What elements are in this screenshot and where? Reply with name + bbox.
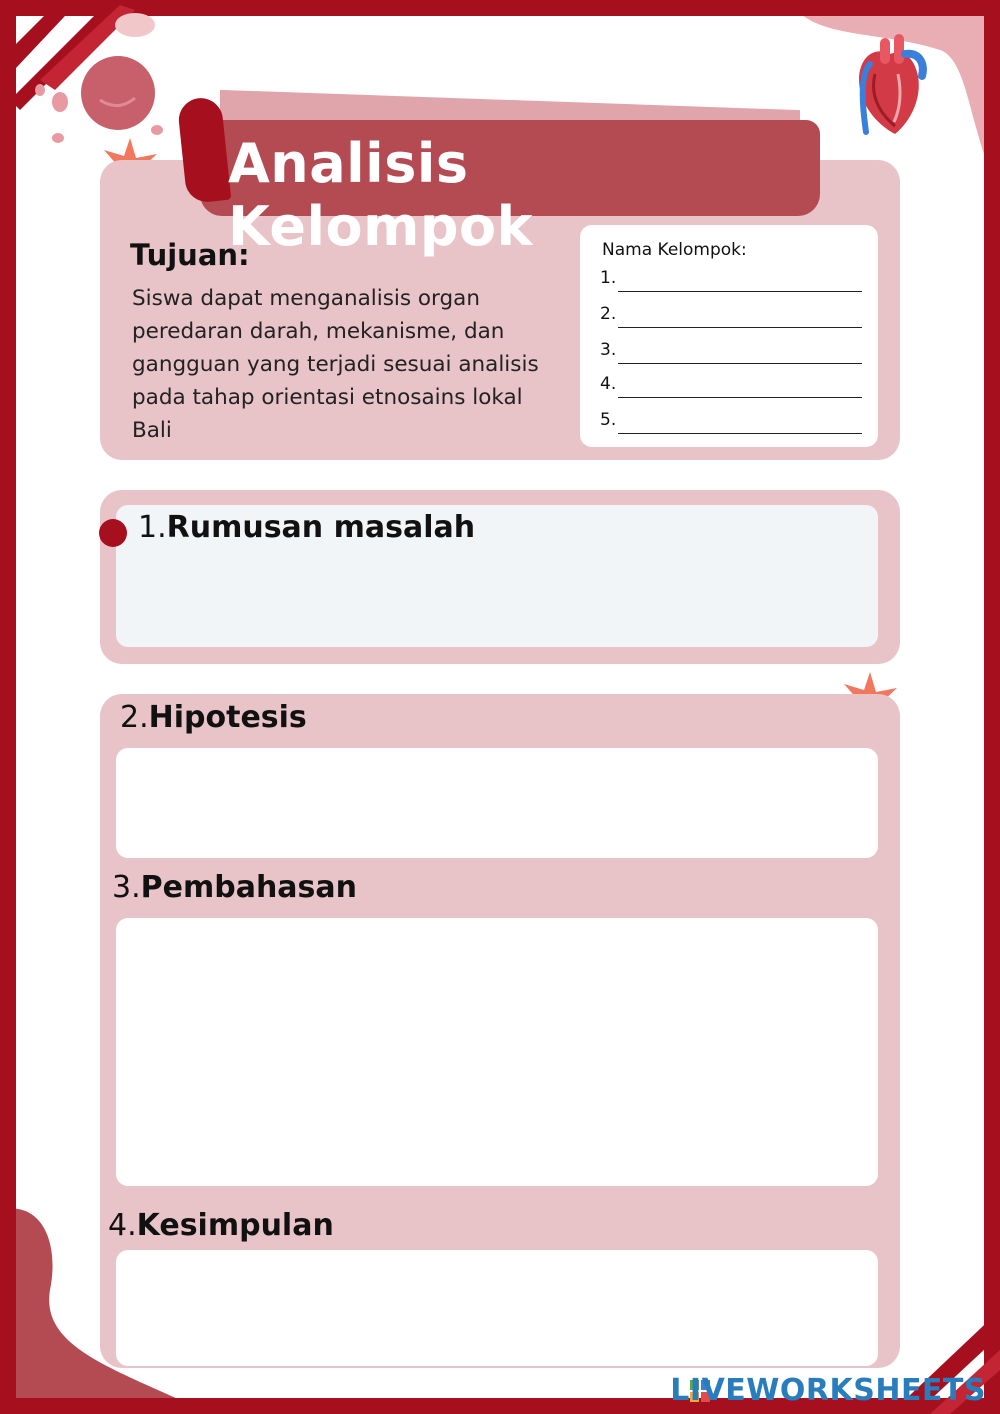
page-title: Analisis Kelompok: [228, 132, 534, 258]
row-number: 3.: [600, 340, 617, 360]
answer-line[interactable]: [618, 327, 862, 328]
nama-kelompok-row[interactable]: [600, 410, 862, 434]
bullet-dot-icon: [98, 518, 128, 548]
tujuan-heading: Tujuan:: [130, 238, 250, 272]
section-heading-pembahasan: 3.Pembahasan: [112, 870, 357, 905]
row-number: 2.: [600, 304, 617, 324]
row-number: 4.: [600, 374, 617, 394]
row-number: 5.: [600, 410, 617, 430]
answer-line[interactable]: [618, 363, 862, 364]
answer-line[interactable]: [618, 433, 862, 434]
kesimpulan-answer-box[interactable]: [116, 1250, 878, 1366]
nama-kelompok-label: Nama Kelompok:: [602, 240, 747, 260]
nama-kelompok-row[interactable]: [600, 374, 862, 398]
pembahasan-answer-box[interactable]: [116, 918, 878, 1186]
section-heading-hipotesis: 2.Hipotesis: [120, 700, 307, 735]
nama-kelompok-row[interactable]: [600, 268, 862, 292]
nama-kelompok-row[interactable]: [600, 340, 862, 364]
answer-line[interactable]: [618, 291, 862, 292]
answer-line[interactable]: [618, 397, 862, 398]
hipotesis-answer-box[interactable]: [116, 748, 878, 858]
tujuan-text: Siswa dapat menganalisis organ peredaran darah, mekanisme, dan gangguan yang terjadi sesuai analisis pada tahap orientasi etnosains lokal Bali: [132, 286, 539, 443]
heart-organ-icon: [850, 34, 930, 138]
section-heading-rumusan-masalah: 1.Rumusan masalah: [138, 510, 476, 545]
brush-stroke-decoration: [0, 0, 180, 150]
section-heading-kesimpulan: 4.Kesimpulan: [108, 1208, 334, 1243]
watermark: LIVEWORKSHEETS: [670, 1373, 986, 1408]
nama-kelompok-row[interactable]: [600, 304, 862, 328]
row-number: 1.: [600, 268, 617, 288]
